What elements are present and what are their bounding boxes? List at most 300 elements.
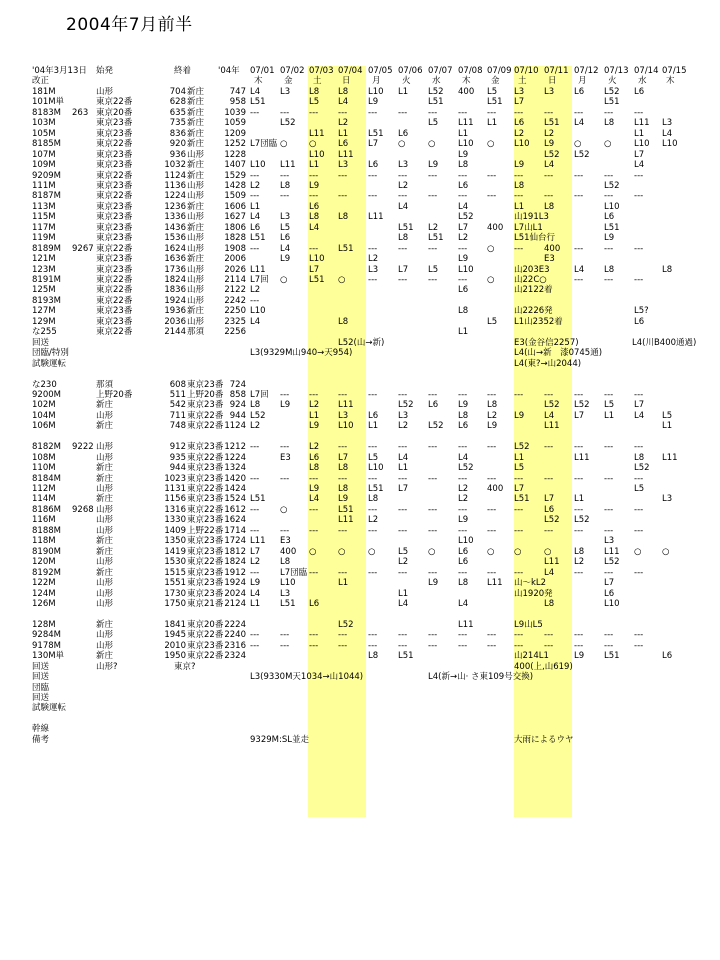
- train-number: 128M: [32, 619, 56, 630]
- origin-station: 東京22番: [96, 285, 133, 296]
- assignment-cell: ---: [544, 630, 554, 641]
- assignment-cell: ---: [309, 170, 319, 181]
- assignment-cell: L9山L5: [514, 619, 543, 630]
- arrival-time: 2026: [224, 264, 246, 275]
- table-row: [0, 150, 720, 160]
- assignment-cell: ---: [604, 504, 614, 515]
- assignment-cell: ---: [574, 191, 584, 202]
- assignment-cell: L2: [458, 484, 469, 494]
- departure-time: 920: [169, 139, 186, 150]
- assignment-cell: L1: [338, 578, 349, 589]
- note-text: L4(川B400通過): [632, 337, 697, 348]
- origin-station: 東京23番: [96, 160, 133, 171]
- departure-time: 1924: [164, 295, 186, 306]
- assignment-cell: ---: [338, 525, 348, 536]
- header-weekday: 金: [491, 76, 500, 87]
- note-row-shiken: [0, 359, 720, 369]
- assignment-cell: L9: [309, 180, 320, 191]
- table-row: [0, 484, 720, 494]
- assignment-cell: L10: [280, 578, 296, 589]
- assignment-cell: L5: [280, 222, 291, 233]
- note-text: L4(山→新 漆0745通): [514, 348, 603, 359]
- note-text: 東京?: [174, 661, 196, 672]
- assignment-cell: ---: [250, 473, 260, 484]
- origin-station: 山形: [96, 452, 114, 463]
- table-row: [0, 515, 720, 525]
- departure-time: 1131: [164, 484, 186, 494]
- assignment-cell: L1: [398, 588, 409, 599]
- assignment-cell: L10: [604, 598, 620, 609]
- departure-time: 1824: [164, 275, 186, 285]
- assignment-cell: L4: [544, 160, 555, 171]
- assignment-cell: ---: [280, 630, 290, 641]
- departure-time: 748: [169, 421, 186, 432]
- assignment-cell: L3: [280, 86, 291, 97]
- assignment-cell: ---: [574, 473, 584, 484]
- assignment-cell: ---: [309, 389, 319, 400]
- note-row-dan2: [0, 683, 720, 693]
- assignment-cell: ---: [634, 473, 644, 484]
- destination-station: 新庄: [187, 107, 205, 118]
- assignment-cell: L8: [544, 598, 555, 609]
- assignment-cell: L6: [309, 201, 320, 212]
- departure-time: 1936: [164, 306, 186, 317]
- assignment-cell: ---: [487, 630, 497, 641]
- assignment-cell: L10: [368, 463, 384, 474]
- assignment-cell: L5: [514, 463, 525, 474]
- header-weekday: 火: [402, 76, 411, 87]
- table-row: [0, 97, 720, 107]
- assignment-cell: L51: [604, 651, 620, 662]
- departure-time: 1836: [164, 285, 186, 296]
- header-weekday: 月: [578, 76, 587, 87]
- assignment-cell: ---: [514, 525, 524, 536]
- assignment-cell: L9: [544, 139, 555, 150]
- note-row-biko: [0, 735, 720, 745]
- assignment-cell: ---: [280, 170, 290, 181]
- assignment-cell: L9: [280, 254, 291, 265]
- table-row: [0, 421, 720, 431]
- arrival-time: 2122: [224, 285, 246, 296]
- assignment-cell: ---: [250, 107, 260, 118]
- origin-station: 東京22番: [96, 295, 133, 306]
- assignment-cell: L51: [250, 494, 266, 505]
- assignment-cell: ---: [368, 525, 378, 536]
- assignment-cell: L7回: [250, 275, 269, 285]
- arrival-time: 1624: [224, 515, 246, 526]
- departure-time: 1736: [164, 264, 186, 275]
- arrival-time: 858: [229, 389, 246, 400]
- table-row: [0, 254, 720, 264]
- table-row: [0, 87, 720, 97]
- assignment-cell: ---: [487, 640, 497, 651]
- assignment-cell: L5: [398, 546, 409, 557]
- note-label: 試験運転: [32, 358, 67, 369]
- table-row: [0, 160, 720, 170]
- origin-station: 東京23番: [96, 180, 133, 191]
- arrival-time: 724: [229, 379, 246, 390]
- origin-station: 山形: [96, 640, 114, 651]
- assignment-cell: L8: [250, 400, 261, 411]
- table-row: [0, 599, 720, 609]
- destination-station: 東京23番: [187, 588, 224, 599]
- assignment-cell: ---: [428, 275, 438, 285]
- assignment-cell: ○: [604, 139, 612, 150]
- assignment-cell: ---: [458, 442, 468, 453]
- assignment-cell: L9: [309, 421, 320, 432]
- assignment-cell: L6: [338, 139, 349, 150]
- arrival-time: 2024: [224, 588, 246, 599]
- assignment-cell: L11: [662, 452, 678, 463]
- assignment-cell: L2: [514, 128, 525, 139]
- assignment-cell: ---: [458, 107, 468, 118]
- assignment-cell: 山2122着: [514, 285, 553, 296]
- assignment-cell: L8: [338, 463, 349, 474]
- header-weekday: 木: [462, 76, 471, 87]
- arrival-time: 2114: [224, 275, 246, 285]
- assignment-cell: L1: [458, 327, 469, 338]
- origin-station: 東京23番: [96, 264, 133, 275]
- assignment-cell: ---: [309, 473, 319, 484]
- assignment-cell: L51: [338, 243, 354, 254]
- assignment-cell: ---: [634, 170, 644, 181]
- assignment-cell: ---: [398, 191, 408, 202]
- header-weekday: 木: [254, 76, 263, 87]
- assignment-cell: L1: [250, 201, 261, 212]
- assignment-cell: ---: [604, 191, 614, 202]
- assignment-cell: L2: [398, 180, 409, 191]
- table-row: [0, 191, 720, 201]
- note-row-kaisou: [0, 338, 720, 348]
- assignment-cell: ---: [604, 442, 614, 453]
- assignment-cell: ○: [487, 139, 495, 150]
- arrival-time: 1627: [224, 212, 246, 223]
- assignment-cell: L11: [338, 515, 354, 526]
- arrival-time: 2324: [224, 651, 246, 662]
- assignment-cell: ○: [280, 275, 288, 285]
- assignment-cell: ---: [309, 567, 319, 578]
- arrival-time: 1612: [224, 504, 246, 515]
- assignment-cell: L4: [458, 452, 469, 463]
- assignment-cell: ---: [458, 504, 468, 515]
- assignment-cell: ---: [280, 442, 290, 453]
- header-weekday: 火: [608, 76, 617, 87]
- assignment-cell: ---: [487, 525, 497, 536]
- departure-time: 1350: [164, 536, 186, 547]
- assignment-cell: L1: [398, 463, 409, 474]
- origin-station: 新庄: [96, 536, 114, 547]
- arrival-time: 1407: [224, 160, 246, 171]
- assignment-cell: L10: [338, 421, 354, 432]
- arrival-time: 1714: [224, 525, 246, 536]
- assignment-cell: ---: [604, 107, 614, 118]
- assignment-cell: L10: [458, 264, 474, 275]
- assignment-cell: L3: [280, 588, 291, 599]
- table-row: [0, 547, 720, 557]
- train-number: 8193M: [32, 295, 61, 306]
- assignment-cell: 山2226発: [514, 306, 553, 317]
- table-row: [0, 296, 720, 306]
- assignment-cell: ---: [604, 389, 614, 400]
- departure-time: 1023: [164, 473, 186, 484]
- assignment-cell: L4: [458, 201, 469, 212]
- table-row: [0, 463, 720, 473]
- assignment-cell: L6: [514, 118, 525, 129]
- arrival-time: 944: [229, 410, 246, 421]
- destination-station: 東京20番: [187, 619, 224, 630]
- assignment-cell: ---: [250, 170, 260, 181]
- assignment-cell: ---: [514, 107, 524, 118]
- assignment-cell: ---: [398, 275, 408, 285]
- assignment-cell: L52: [338, 619, 354, 630]
- assignment-cell: ---: [458, 525, 468, 536]
- assignment-cell: L9: [250, 578, 261, 589]
- header-revision-label: 改正: [32, 76, 50, 87]
- train-number: 104M: [32, 410, 56, 421]
- destination-station: 山形: [187, 264, 205, 275]
- assignment-cell: ---: [544, 525, 554, 536]
- arrival-time: 1828: [224, 233, 246, 244]
- assignment-cell: L51: [487, 97, 503, 108]
- assignment-cell: ---: [487, 170, 497, 181]
- arrival-time: 1420: [224, 473, 246, 484]
- departure-time: 1750: [164, 598, 186, 609]
- assignment-cell: ---: [250, 191, 260, 202]
- assignment-cell: ---: [634, 567, 644, 578]
- arrival-time: 1212: [224, 442, 246, 453]
- assignment-cell: L52: [574, 515, 590, 526]
- assignment-cell: L8: [338, 86, 349, 97]
- assignment-cell: L7: [338, 452, 349, 463]
- assignment-cell: L7団臨: [280, 567, 308, 578]
- arrival-time: 1806: [224, 222, 246, 233]
- assignment-cell: ○: [544, 546, 552, 557]
- assignment-cell: L4: [398, 598, 409, 609]
- assignment-cell: ---: [634, 442, 644, 453]
- departure-time: 2010: [164, 640, 186, 651]
- note-label: 回送: [32, 672, 50, 683]
- assignment-cell: L7: [544, 494, 555, 505]
- assignment-cell: ---: [514, 630, 524, 641]
- header-row-dates: [0, 66, 720, 76]
- assignment-cell: ○: [574, 139, 582, 150]
- note-row-kanki: [0, 724, 720, 734]
- assignment-cell: L52: [458, 212, 474, 223]
- assignment-cell: L7: [398, 264, 409, 275]
- assignment-cell: ---: [280, 473, 290, 484]
- assignment-cell: L6: [368, 160, 379, 171]
- assignment-cell: L3: [398, 160, 409, 171]
- note-text: 400(上,山619): [514, 661, 573, 672]
- assignment-cell: ---: [604, 567, 614, 578]
- assignment-cell: L7回: [250, 389, 269, 400]
- assignment-cell: ---: [309, 191, 319, 202]
- assignment-cell: L1: [604, 410, 615, 421]
- destination-station: 東京22番: [187, 484, 224, 494]
- assignment-cell: ---: [428, 442, 438, 453]
- assignment-cell: L8: [458, 306, 469, 317]
- train-alt-number: 9268: [72, 504, 94, 515]
- assignment-cell: L2: [458, 494, 469, 505]
- arrival-time: 2006: [224, 254, 246, 265]
- assignment-cell: ---: [309, 107, 319, 118]
- train-number: 9284M: [32, 630, 61, 641]
- destination-station: 東京23番: [187, 567, 224, 578]
- assignment-cell: ---: [309, 525, 319, 536]
- destination-station: 新庄: [187, 97, 205, 108]
- assignment-cell: ---: [634, 243, 644, 254]
- train-number: 116M: [32, 515, 56, 526]
- arrival-time: 1224: [224, 452, 246, 463]
- arrival-time: 1428: [224, 180, 246, 191]
- origin-station: 山形: [96, 578, 114, 589]
- destination-station: 東京21番: [187, 598, 224, 609]
- origin-station: 新庄: [96, 651, 114, 662]
- origin-station: 山形: [96, 588, 114, 599]
- assignment-cell: 山191L3: [514, 212, 549, 223]
- assignment-cell: L7: [514, 97, 525, 108]
- assignment-cell: L9: [487, 421, 498, 432]
- assignment-cell: L5: [487, 316, 498, 327]
- assignment-cell: ---: [458, 473, 468, 484]
- origin-station: 新庄: [96, 421, 114, 432]
- departure-time: 735: [169, 118, 186, 129]
- assignment-cell: L2: [250, 180, 261, 191]
- assignment-cell: L8: [662, 264, 673, 275]
- departure-time: 1419: [164, 546, 186, 557]
- assignment-cell: ---: [309, 504, 319, 515]
- header-revision-date: '04年3月13日: [32, 66, 87, 76]
- assignment-cell: L10: [662, 139, 678, 150]
- arrival-time: 1824: [224, 557, 246, 568]
- assignment-cell: ---: [458, 630, 468, 641]
- departure-time: 1530: [164, 557, 186, 568]
- origin-station: 山形: [96, 442, 114, 453]
- assignment-cell: L7: [634, 400, 645, 411]
- assignment-cell: ---: [514, 170, 524, 181]
- assignment-cell: ○: [487, 546, 495, 557]
- table-row: [0, 118, 720, 128]
- assignment-cell: L51: [428, 233, 444, 244]
- assignment-cell: L1: [250, 598, 261, 609]
- note-text: 山形?: [96, 661, 118, 672]
- assignment-cell: ○: [368, 546, 376, 557]
- destination-station: 山形: [187, 149, 205, 160]
- train-alt-number: 9267: [72, 243, 94, 254]
- assignment-cell: L10: [250, 306, 266, 317]
- train-number: 117M: [32, 222, 56, 233]
- arrival-time: 1424: [224, 484, 246, 494]
- assignment-cell: ---: [368, 191, 378, 202]
- assignment-cell: L11: [487, 578, 503, 589]
- departure-time: 1730: [164, 588, 186, 599]
- assignment-cell: ---: [368, 630, 378, 641]
- assignment-cell: L51: [338, 504, 354, 515]
- assignment-cell: L3: [514, 86, 525, 97]
- assignment-cell: 400: [280, 546, 297, 557]
- assignment-cell: ---: [280, 191, 290, 202]
- assignment-cell: L7団臨: [250, 139, 278, 150]
- assignment-cell: ---: [250, 525, 260, 536]
- assignment-cell: L11: [458, 118, 474, 129]
- origin-station: 東京23番: [96, 128, 133, 139]
- assignment-cell: L51: [604, 222, 620, 233]
- assignment-cell: ---: [574, 567, 584, 578]
- assignment-cell: E3: [280, 536, 291, 547]
- assignment-cell: L3: [280, 212, 291, 223]
- assignment-cell: L6: [458, 557, 469, 568]
- header-date: 07/14: [634, 66, 659, 76]
- assignment-cell: ---: [368, 473, 378, 484]
- assignment-cell: ---: [458, 243, 468, 254]
- assignment-cell: L5: [428, 264, 439, 275]
- table-row: [0, 578, 720, 588]
- assignment-cell: L6: [574, 86, 585, 97]
- assignment-cell: L4: [338, 97, 349, 108]
- assignment-cell: ---: [338, 640, 348, 651]
- assignment-cell: L8: [368, 651, 379, 662]
- assignment-cell: L51: [544, 118, 560, 129]
- arrival-time: 2242: [224, 295, 246, 306]
- train-number: 114M: [32, 494, 56, 505]
- header-weekday: 土: [518, 76, 527, 87]
- table-row: [0, 317, 720, 327]
- assignment-cell: ---: [250, 504, 260, 515]
- assignment-cell: ---: [428, 243, 438, 254]
- assignment-cell: ---: [514, 640, 524, 651]
- assignment-cell: ---: [487, 191, 497, 202]
- train-number: 8185M: [32, 139, 61, 150]
- destination-station: 東京23番: [187, 536, 224, 547]
- assignment-cell: ---: [338, 442, 348, 453]
- assignment-cell: L51仙台行: [514, 233, 556, 244]
- train-number: 8192M: [32, 567, 61, 578]
- train-number: 8184M: [32, 473, 61, 484]
- assignment-cell: L8: [309, 86, 320, 97]
- assignment-cell: L52: [574, 400, 590, 411]
- arrival-time: 1908: [224, 243, 246, 254]
- assignment-cell: L4: [309, 494, 320, 505]
- assignment-cell: L8: [544, 201, 555, 212]
- assignment-cell: 400: [458, 86, 475, 97]
- assignment-cell: L52: [398, 400, 414, 411]
- destination-station: 東京23番: [187, 400, 224, 411]
- assignment-cell: L52: [634, 463, 650, 474]
- origin-station: 新庄: [96, 619, 114, 630]
- assignment-cell: ---: [428, 107, 438, 118]
- assignment-cell: ---: [458, 567, 468, 578]
- destination-station: 東京23番: [187, 473, 224, 484]
- train-number: 8188M: [32, 525, 61, 536]
- assignment-cell: ---: [398, 525, 408, 536]
- assignment-cell: 山203E3: [514, 264, 550, 275]
- assignment-cell: L51: [398, 651, 414, 662]
- train-number: 130M単: [32, 651, 65, 662]
- assignment-cell: L1: [514, 452, 525, 463]
- assignment-cell: ---: [280, 389, 290, 400]
- train-alt-number: 9222: [72, 442, 94, 453]
- assignment-cell: L6: [309, 452, 320, 463]
- departure-time: 1156: [164, 494, 186, 505]
- header-year: '04年: [218, 66, 240, 76]
- note-text: L4(新→山· さ東109号交換): [428, 672, 534, 683]
- train-number: 112M: [32, 484, 56, 494]
- assignment-cell: L52: [514, 442, 530, 453]
- assignment-cell: L5: [662, 410, 673, 421]
- assignment-cell: L9: [514, 160, 525, 171]
- table-row: [0, 265, 720, 275]
- origin-station: 山形: [96, 515, 114, 526]
